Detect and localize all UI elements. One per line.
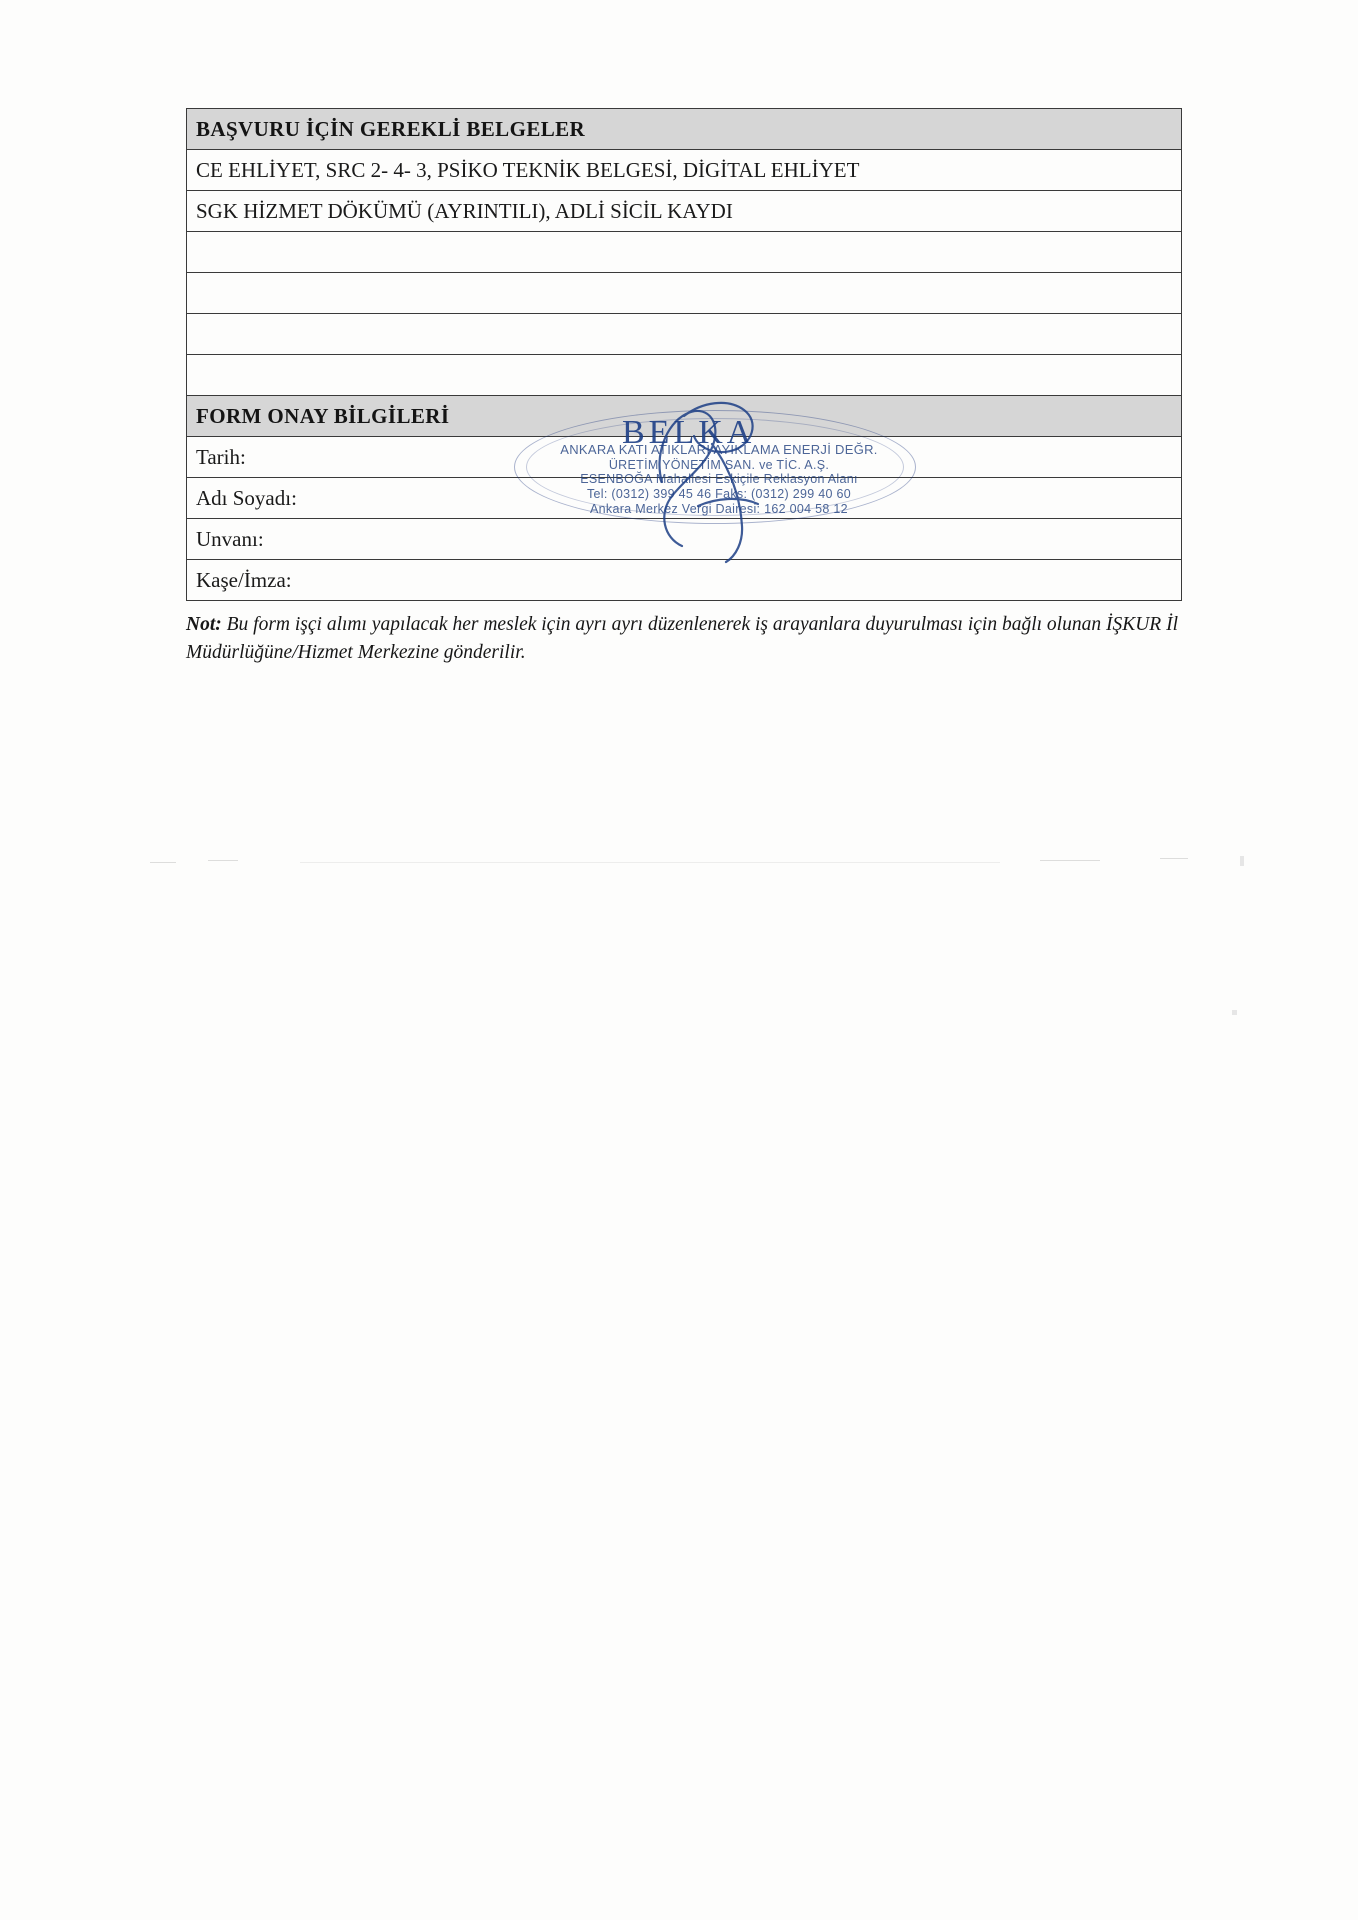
stamp-title: BELKA xyxy=(622,414,756,451)
form-note-label: Not: xyxy=(186,614,222,635)
field-stamp-signature: Kaşe/İmza: xyxy=(187,560,1182,601)
scan-artifact xyxy=(300,862,1000,863)
required-document-line-4 xyxy=(187,273,1182,314)
table-row xyxy=(187,396,1182,437)
required-document-line-1: CE EHLİYET, SRC 2- 4- 3, PSİKO TEKNİK BELGESİ, DİGİTAL EHLİYET xyxy=(187,150,1182,191)
form-table xyxy=(186,108,1182,601)
table-row xyxy=(187,478,1182,519)
stamp-line-1: ANKARA KATI ATIKLARI AYIKLAMA ENERJİ DEĞR. xyxy=(560,442,878,457)
required-document-line-2: SGK HİZMET DÖKÜMÜ (AYRINTILI), ADLİ SİCİL KAYDI xyxy=(187,191,1182,232)
required-document-line-3 xyxy=(187,232,1182,273)
scan-artifact xyxy=(150,862,176,863)
spacer-cell xyxy=(187,355,1182,396)
required-document-line-5 xyxy=(187,314,1182,355)
table-row xyxy=(187,109,1182,150)
scan-artifact xyxy=(208,860,238,861)
form-document xyxy=(186,108,1182,668)
table-spacer-row xyxy=(187,355,1182,396)
section-header-form-approval: FORM ONAY BİLGİLERİ xyxy=(187,396,1182,437)
field-date: Tarih: xyxy=(187,437,1182,478)
stamp-line-3: ESENBOĞA Mahallesi Eskiçile Reklasyon Alanı xyxy=(580,472,858,486)
section-header-required-documents: BAŞVURU İÇİN GEREKLİ BELGELER xyxy=(187,109,1182,150)
stamp-line-2: ÜRETİM YÖNETİM SAN. ve TİC. A.Ş. xyxy=(608,458,830,472)
stamp-line-5: Ankara Merkez Vergi Dairesi: 162 004 58 12 xyxy=(590,502,848,516)
scan-artifact xyxy=(1040,860,1100,861)
form-note xyxy=(186,611,1196,668)
scan-artifact xyxy=(1240,856,1244,866)
table-row xyxy=(187,314,1182,355)
field-title: Unvanı: xyxy=(187,519,1182,560)
table-row xyxy=(187,560,1182,601)
table-row xyxy=(187,519,1182,560)
table-row xyxy=(187,273,1182,314)
stamp-line-4: Tel: (0312) 399 45 46 Faks: (0312) 299 40 60 xyxy=(586,487,852,501)
table-row xyxy=(187,232,1182,273)
scan-artifact xyxy=(1232,1010,1237,1015)
field-full-name: Adı Soyadı: xyxy=(187,478,1182,519)
table-row xyxy=(187,437,1182,478)
form-note-text: Bu form işçi alımı yapılacak her meslek için ayrı ayrı düzenlenerek iş arayanlara duyurulması için bağlı olunan İŞKUR İl Müdürlüğüne/Hizmet Merkezine gönderilir. xyxy=(186,614,1179,664)
scan-artifact xyxy=(1160,858,1188,859)
table-row xyxy=(187,150,1182,191)
table-row xyxy=(187,191,1182,232)
